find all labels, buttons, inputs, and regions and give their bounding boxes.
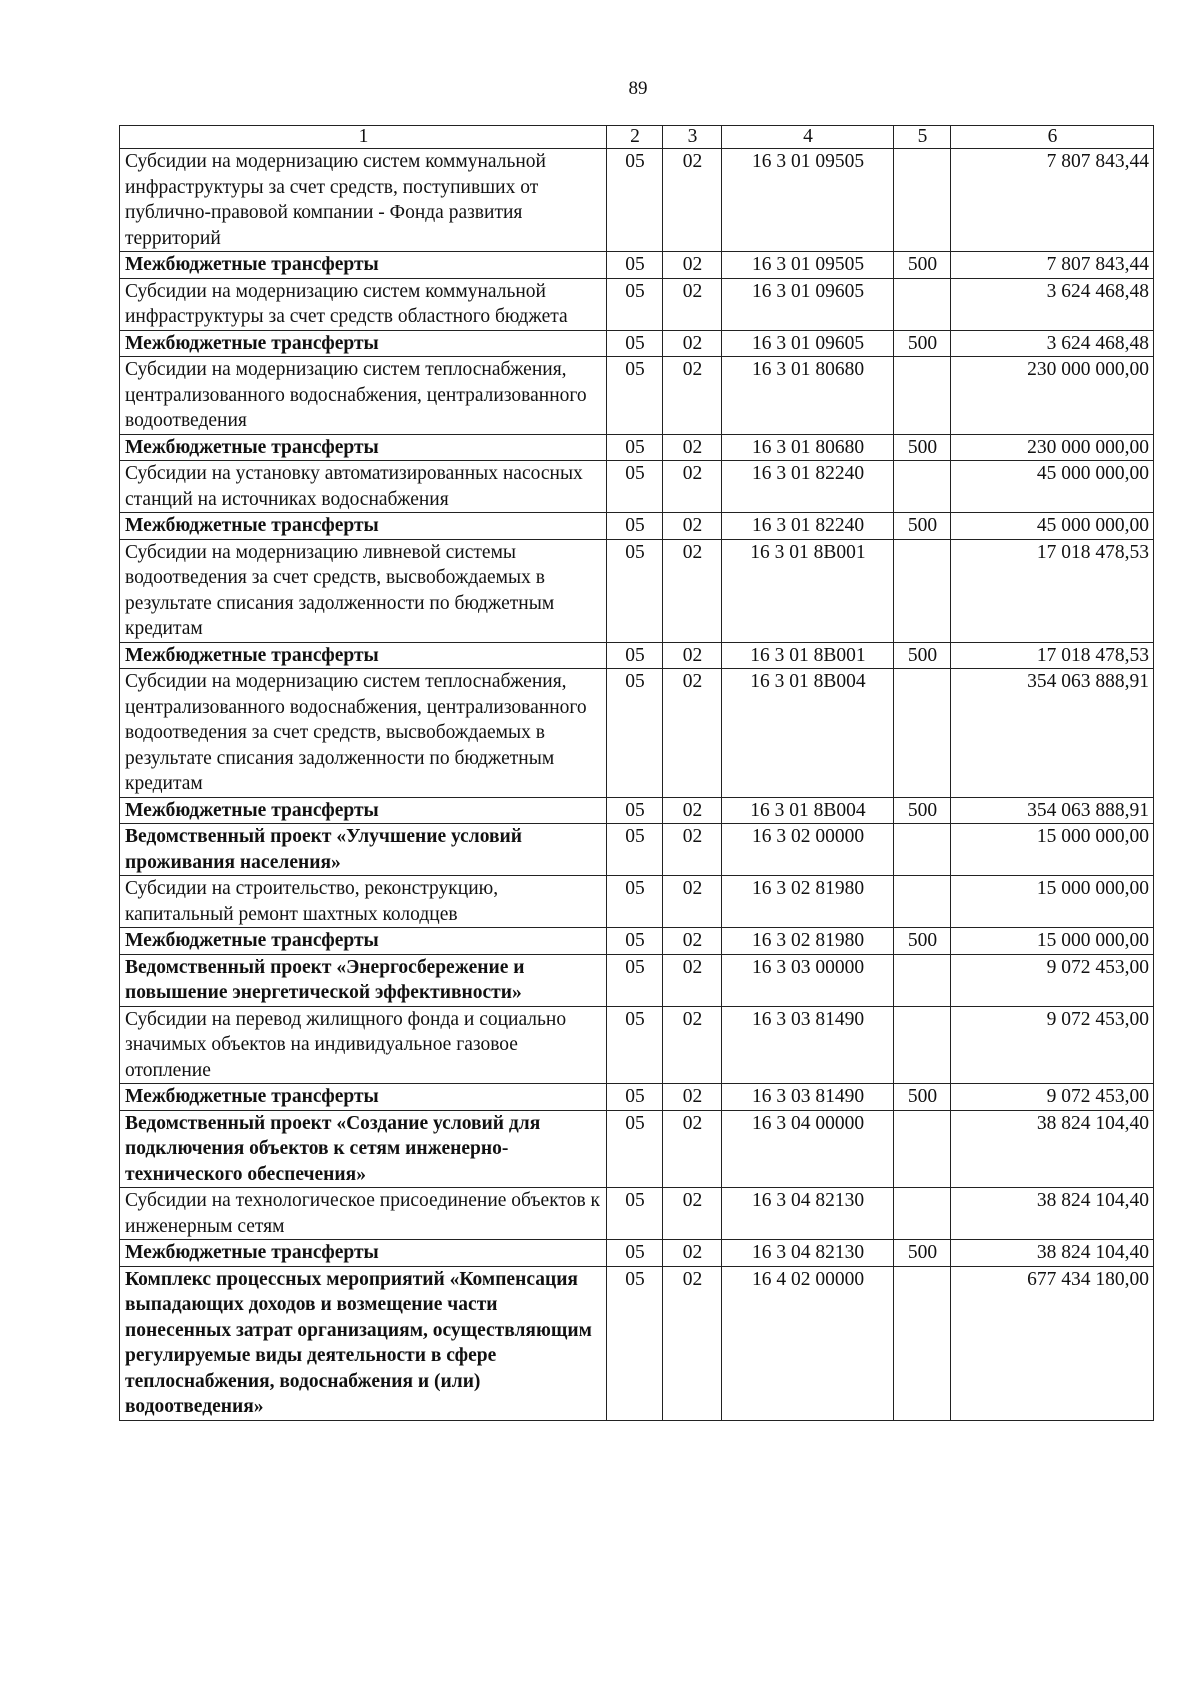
- subsection-code-cell: 02: [663, 278, 722, 330]
- row-name-cell: Межбюджетные трансферты: [120, 642, 607, 669]
- subsection-code-cell: 02: [663, 1266, 722, 1420]
- target-article-cell: 16 3 04 82130: [722, 1188, 894, 1240]
- row-name-cell: Ведомственный проект «Улучшение условий проживания населения»: [120, 824, 607, 876]
- section-code-cell: 05: [607, 434, 663, 461]
- section-code-cell: 05: [607, 513, 663, 540]
- page-number: 89: [628, 78, 648, 99]
- subsection-code-cell: 02: [663, 824, 722, 876]
- table-row: [120, 928, 1154, 955]
- section-code-cell: 05: [607, 669, 663, 798]
- section-code-cell: 05: [607, 330, 663, 357]
- target-article-cell: 16 3 01 80680: [722, 357, 894, 435]
- amount-cell: 38 824 104,40: [951, 1240, 1154, 1267]
- target-article-cell: 16 3 01 8В001: [722, 642, 894, 669]
- subsection-code-cell: 02: [663, 642, 722, 669]
- section-code-cell: 05: [607, 461, 663, 513]
- amount-cell: 230 000 000,00: [951, 357, 1154, 435]
- expense-type-cell: 500: [894, 513, 951, 540]
- subsection-code-cell: 02: [663, 797, 722, 824]
- amount-cell: 9 072 453,00: [951, 1084, 1154, 1111]
- target-article-cell: 16 3 01 09505: [722, 149, 894, 252]
- row-name-cell: Субсидии на строительство, реконструкцию, капитальный ремонт шахтных колодцев: [120, 876, 607, 928]
- table-row: [120, 797, 1154, 824]
- expense-type-cell: [894, 1266, 951, 1420]
- row-name-cell: Субсидии на технологическое присоединение объектов к инженерным сетям: [120, 1188, 607, 1240]
- table-row: [120, 1084, 1154, 1111]
- subsection-code-cell: 02: [663, 1188, 722, 1240]
- expense-type-cell: 500: [894, 1084, 951, 1111]
- section-code-cell: 05: [607, 278, 663, 330]
- expense-type-cell: [894, 954, 951, 1006]
- row-name-cell: Межбюджетные трансферты: [120, 797, 607, 824]
- column-header: 4: [722, 126, 894, 149]
- subsection-code-cell: 02: [663, 1110, 722, 1188]
- expense-type-cell: [894, 1188, 951, 1240]
- row-name-cell: Межбюджетные трансферты: [120, 252, 607, 279]
- table-row: [120, 278, 1154, 330]
- expense-type-cell: [894, 824, 951, 876]
- amount-cell: 9 072 453,00: [951, 954, 1154, 1006]
- expense-type-cell: 500: [894, 252, 951, 279]
- target-article-cell: 16 3 01 8В004: [722, 797, 894, 824]
- section-code-cell: 05: [607, 357, 663, 435]
- table-row: [120, 252, 1154, 279]
- row-name-cell: Межбюджетные трансферты: [120, 513, 607, 540]
- subsection-code-cell: 02: [663, 252, 722, 279]
- expense-type-cell: [894, 669, 951, 798]
- subsection-code-cell: 02: [663, 461, 722, 513]
- target-article-cell: 16 3 03 81490: [722, 1006, 894, 1084]
- budget-table: [119, 125, 1154, 1421]
- amount-cell: 230 000 000,00: [951, 434, 1154, 461]
- row-name-cell: Межбюджетные трансферты: [120, 434, 607, 461]
- table-row: [120, 357, 1154, 435]
- target-article-cell: 16 3 01 09605: [722, 330, 894, 357]
- row-name-cell: Субсидии на модернизацию систем теплоснабжения, централизованного водоснабжения, централизованного водоотведения: [120, 357, 607, 435]
- table-row: [120, 1006, 1154, 1084]
- expense-type-cell: 500: [894, 928, 951, 955]
- table-row: [120, 434, 1154, 461]
- table-row: [120, 824, 1154, 876]
- amount-cell: 7 807 843,44: [951, 149, 1154, 252]
- amount-cell: 15 000 000,00: [951, 928, 1154, 955]
- expense-type-cell: [894, 278, 951, 330]
- subsection-code-cell: 02: [663, 149, 722, 252]
- row-name-cell: Межбюджетные трансферты: [120, 928, 607, 955]
- subsection-code-cell: 02: [663, 539, 722, 642]
- row-name-cell: Ведомственный проект «Энергосбережение и повышение энергетической эффективности»: [120, 954, 607, 1006]
- section-code-cell: 05: [607, 1266, 663, 1420]
- target-article-cell: 16 3 01 09605: [722, 278, 894, 330]
- row-name-cell: Межбюджетные трансферты: [120, 1084, 607, 1111]
- expense-type-cell: 500: [894, 797, 951, 824]
- table-row: [120, 330, 1154, 357]
- amount-cell: 45 000 000,00: [951, 461, 1154, 513]
- amount-cell: 9 072 453,00: [951, 1006, 1154, 1084]
- row-name-cell: Межбюджетные трансферты: [120, 1240, 607, 1267]
- expense-type-cell: [894, 539, 951, 642]
- amount-cell: 17 018 478,53: [951, 539, 1154, 642]
- table-row: [120, 669, 1154, 798]
- amount-cell: 45 000 000,00: [951, 513, 1154, 540]
- subsection-code-cell: 02: [663, 357, 722, 435]
- target-article-cell: 16 3 01 80680: [722, 434, 894, 461]
- amount-cell: 3 624 468,48: [951, 278, 1154, 330]
- expense-type-cell: 500: [894, 434, 951, 461]
- row-name-cell: Субсидии на установку автоматизированных насосных станций на источниках водоснабжения: [120, 461, 607, 513]
- table-row: [120, 539, 1154, 642]
- subsection-code-cell: 02: [663, 1240, 722, 1267]
- section-code-cell: 05: [607, 1110, 663, 1188]
- expense-type-cell: [894, 1110, 951, 1188]
- column-header: 3: [663, 126, 722, 149]
- amount-cell: 15 000 000,00: [951, 824, 1154, 876]
- row-name-cell: Ведомственный проект «Создание условий для подключения объектов к сетям инженерно-технического обеспечения»: [120, 1110, 607, 1188]
- amount-cell: 7 807 843,44: [951, 252, 1154, 279]
- table-row: [120, 1188, 1154, 1240]
- target-article-cell: 16 3 04 82130: [722, 1240, 894, 1267]
- target-article-cell: 16 3 04 00000: [722, 1110, 894, 1188]
- column-header: 1: [120, 126, 607, 149]
- table-row: [120, 642, 1154, 669]
- target-article-cell: 16 3 03 00000: [722, 954, 894, 1006]
- amount-cell: 354 063 888,91: [951, 669, 1154, 798]
- subsection-code-cell: 02: [663, 669, 722, 798]
- table-body: [120, 149, 1154, 1421]
- target-article-cell: 16 3 01 8В001: [722, 539, 894, 642]
- subsection-code-cell: 02: [663, 928, 722, 955]
- row-name-cell: Субсидии на перевод жилищного фонда и социально значимых объектов на индивидуальное газовое отопление: [120, 1006, 607, 1084]
- section-code-cell: 05: [607, 954, 663, 1006]
- row-name-cell: Комплекс процессных мероприятий «Компенсация выпадающих доходов и возмещение части понесенных затрат организациям, осуществляющим регулируемые виды деятельности в сфере теплоснабжения, водоснабжения и (или) водоотведения»: [120, 1266, 607, 1420]
- subsection-code-cell: 02: [663, 513, 722, 540]
- expense-type-cell: [894, 149, 951, 252]
- target-article-cell: 16 4 02 00000: [722, 1266, 894, 1420]
- subsection-code-cell: 02: [663, 434, 722, 461]
- expense-type-cell: 500: [894, 1240, 951, 1267]
- expense-type-cell: [894, 357, 951, 435]
- amount-cell: 38 824 104,40: [951, 1188, 1154, 1240]
- target-article-cell: 16 3 01 8В004: [722, 669, 894, 798]
- subsection-code-cell: 02: [663, 1084, 722, 1111]
- row-name-cell: Межбюджетные трансферты: [120, 330, 607, 357]
- table-row: [120, 513, 1154, 540]
- target-article-cell: 16 3 03 81490: [722, 1084, 894, 1111]
- row-name-cell: Субсидии на модернизацию систем теплоснабжения, централизованного водоснабжения, централизованного водоотведения за счет средств, высвобождаемых в результате списания задолженности по бюджетным кредитам: [120, 669, 607, 798]
- section-code-cell: 05: [607, 1006, 663, 1084]
- target-article-cell: 16 3 01 82240: [722, 461, 894, 513]
- section-code-cell: 05: [607, 1084, 663, 1111]
- subsection-code-cell: 02: [663, 330, 722, 357]
- subsection-code-cell: 02: [663, 876, 722, 928]
- amount-cell: 15 000 000,00: [951, 876, 1154, 928]
- table-row: [120, 1266, 1154, 1420]
- target-article-cell: 16 3 01 09505: [722, 252, 894, 279]
- amount-cell: 38 824 104,40: [951, 1110, 1154, 1188]
- expense-type-cell: [894, 876, 951, 928]
- column-header: 5: [894, 126, 951, 149]
- table-row: [120, 876, 1154, 928]
- column-header: 6: [951, 126, 1154, 149]
- section-code-cell: 05: [607, 928, 663, 955]
- section-code-cell: 05: [607, 824, 663, 876]
- target-article-cell: 16 3 01 82240: [722, 513, 894, 540]
- table-row: [120, 954, 1154, 1006]
- expense-type-cell: 500: [894, 642, 951, 669]
- amount-cell: 677 434 180,00: [951, 1266, 1154, 1420]
- amount-cell: 354 063 888,91: [951, 797, 1154, 824]
- table-row: [120, 1240, 1154, 1267]
- amount-cell: 17 018 478,53: [951, 642, 1154, 669]
- expense-type-cell: [894, 1006, 951, 1084]
- amount-cell: 3 624 468,48: [951, 330, 1154, 357]
- section-code-cell: 05: [607, 876, 663, 928]
- target-article-cell: 16 3 02 00000: [722, 824, 894, 876]
- section-code-cell: 05: [607, 1188, 663, 1240]
- subsection-code-cell: 02: [663, 1006, 722, 1084]
- section-code-cell: 05: [607, 797, 663, 824]
- section-code-cell: 05: [607, 642, 663, 669]
- table-row: [120, 461, 1154, 513]
- table-row: [120, 149, 1154, 252]
- row-name-cell: Субсидии на модернизацию систем коммунальной инфраструктуры за счет средств, поступивших от публично-правовой компании - Фонда развития территорий: [120, 149, 607, 252]
- row-name-cell: Субсидии на модернизацию ливневой системы водоотведения за счет средств, высвобождаемых в результате списания задолженности по бюджетным кредитам: [120, 539, 607, 642]
- section-code-cell: 05: [607, 539, 663, 642]
- subsection-code-cell: 02: [663, 954, 722, 1006]
- expense-type-cell: 500: [894, 330, 951, 357]
- section-code-cell: 05: [607, 252, 663, 279]
- section-code-cell: 05: [607, 1240, 663, 1267]
- target-article-cell: 16 3 02 81980: [722, 876, 894, 928]
- target-article-cell: 16 3 02 81980: [722, 928, 894, 955]
- table-row: [120, 1110, 1154, 1188]
- column-header: 2: [607, 126, 663, 149]
- expense-type-cell: [894, 461, 951, 513]
- table-header-row: [120, 126, 1154, 149]
- section-code-cell: 05: [607, 149, 663, 252]
- row-name-cell: Субсидии на модернизацию систем коммунальной инфраструктуры за счет средств областного бюджета: [120, 278, 607, 330]
